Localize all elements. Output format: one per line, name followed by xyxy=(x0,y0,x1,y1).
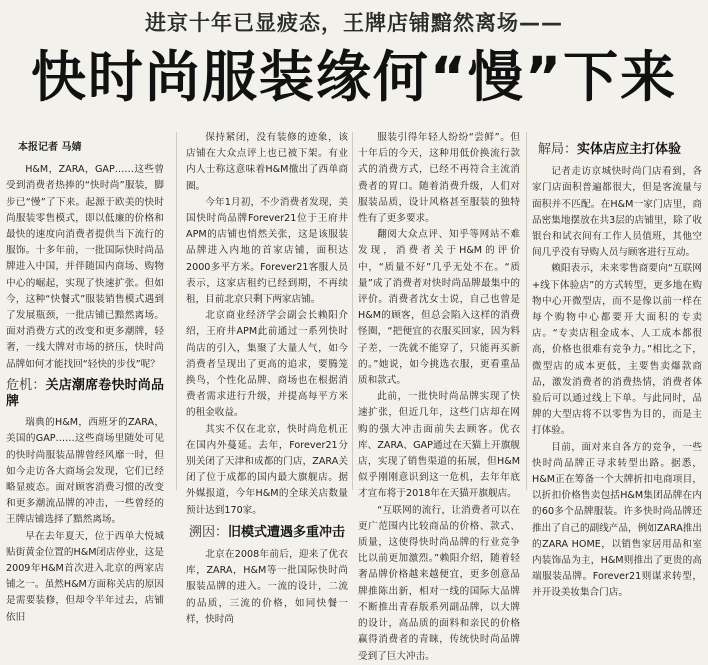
section-heading-solution xyxy=(538,142,702,158)
section-prefix: 解局： xyxy=(538,142,578,157)
column-divider xyxy=(526,132,527,490)
paragraph: 北京商业经济学会副会长赖阳介绍，王府井APM此前通过一系列快时尚店的引入，集聚了大量人气，如今消费者呈现出了更高的追求，要腾笼换鸟，个性化品牌、商场也在根据消费者需求进行升级，并提高每平方米的租金收益。 xyxy=(186,310,348,419)
column-divider xyxy=(352,132,353,490)
paragraph: 记者走访京城快时尚门店看到，各家门店面积普遍都很大，但是客流量与面积并不匹配。在H&M一家门店里，商品密集地摆放在共3层的店铺里，除了收银台和试衣间有工作人员值班，其他空间几乎没有导购人员与顾客进行互动。 xyxy=(532,166,702,259)
paragraph: 其实不仅在北京，快时尚危机正在国内外蔓延。去年，Forever21分别关闭了天津和成都的门店，ZARA关闭了位于成都的国内最大旗舰店。据外媒报道，今年H&M的全球关店数量预计达到170家。 xyxy=(186,423,348,516)
section-prefix: 危机： xyxy=(6,377,46,393)
section-heading-cause xyxy=(186,525,348,541)
section-title: 关店潮席卷快时尚品牌 xyxy=(6,377,164,410)
paragraph: 赖阳表示，未来零售商要向“互联网+线下体验店”的方式转型，更多地在购物中心开微型店，而不是像以前一样在每个购物中心都要开大面积的专卖店。“专卖店租金成本、人工成本都很高，价格也很难有竞争力。”相比之下，微型店的成本更低，主要售卖爆款商品，激发消费者的消费热情，消费者体验后可以通过线上下单。与此同时，品牌的大型店将不以零售为目的，而是主打体验。 xyxy=(532,263,702,437)
section-title: 实体店应主打体验 xyxy=(577,142,682,157)
section-heading-crisis xyxy=(6,378,164,410)
column-divider xyxy=(176,132,177,490)
paragraph: H&M，ZARA，GAP……这些曾受到消费者热捧的“快时尚”服装，脚步已“慢”了下来。起源于欧美的快时尚服装零售模式，即以低廉的价格和最快的速度向消费者提供当下流行的服饰。十多年前，一批国际快时尚品牌进入中国，并伴随国内商场、购物中心的崛起，实现了快速扩张。但如今，这种“快餐式”服装销售模式遇到了发展瓶颈，一批店铺已黯然离场。面对消费方式的改变和更多潮牌，轻奢，一线大牌对市场的挤压，快时尚品牌如何才能找回“轻快的步伐”呢？ xyxy=(6,164,164,370)
paragraph: 保持紧闭，没有装修的迹象，该店铺在大众点评上也已被下架。有业内人士称这意味着H&M撤出了西单商圈。 xyxy=(186,132,348,192)
column-1 xyxy=(6,130,164,623)
paragraph: 今年1月初，不少消费者发现，美国快时尚品牌Forever21位于王府井APM的店铺也悄然关张，这是该服装品牌进入内地的首家店铺，面积达2000多平方米。Forever21客服人员表示，这家店租约已经到期，不再续租，目前北京只剩下两家店铺。 xyxy=(186,196,348,306)
paragraph: 目前，面对来自各方的竞争，一些快时尚品牌正寻求转型出路。据悉，H&M正在筹备一个大牌折扣电商项目，以折扣价格售卖包括H&M集团品牌在内的60多个品牌服装。许多快时尚品牌还推出了自己的副线产品，例如ZARA推出的ZARA HOME，以销售家居用品和室内装饰品为主，H&M则推出了更贵的高端服装品牌。Forever21则谋求转型，并开设美妆集合门店。 xyxy=(532,441,702,599)
paragraph: 此前，一批快时尚品牌实现了快速扩张，但近几年，这些门店却在网购的强大冲击面前失去顾客。优衣库、ZARA、GAP通过在天猫上开旗舰店，实现了销售渠道的拓展，但H&M似乎刚刚意识到这一危机，去年年底才宣布将于2018年在天猫开旗舰店。 xyxy=(358,391,520,500)
column-4 xyxy=(532,130,702,599)
section-prefix: 溯因： xyxy=(188,524,228,540)
byline: 本报记者 马婧 xyxy=(18,142,82,153)
paragraph: 服装引得年轻人纷纷“尝鲜”。但十年后的今天，这种用低价换流行款式的消费方式，已经不再符合主流消费者的胃口。随着消费升级，人们对服装品质，设计风格甚至服装的独特性有了更多要求。 xyxy=(358,132,520,225)
section-title: 旧模式遭遇多重冲击 xyxy=(228,524,346,540)
article-subtitle: 进京十年已显疲态，王牌店铺黯然离场—— xyxy=(145,11,563,35)
paragraph: “互联网的流行，让消费者可以在更广范围内比较商品的价格、款式、质量，这使得快时尚品牌的行业竞争比以前更加激烈。”赖阳介绍，随着轻奢品牌价格越来越便宜，更多创意品牌推陈出新，相对一线的国际大品牌不断推出青春版系列副品牌，以大牌的设计，高品质的面料和亲民的价格赢得消费者的青睐，传统快时尚品牌受到了巨大冲击。 xyxy=(358,504,520,662)
column-2 xyxy=(186,130,348,625)
column-3 xyxy=(358,130,520,662)
paragraph: 翻阅大众点评、知乎等网站不难发现，消费者关于H&M的评价中，“质量不好”几乎无处不在。“质量”成了消费者对快时尚品牌最集中的评价。消费者沈女士说，自己也曾是H&M的顾客，但总会陷入这样的消费怪圈，“把便宜的衣服买回家，因为料子差，一洗就不能穿了，只能再买新的。”她说，如今挑选衣服，更看重品质和款式。 xyxy=(358,229,520,387)
article-headline: 快时尚服装缘何“慢”下来 xyxy=(30,45,678,109)
paragraph: 瑞典的H&M，西班牙的ZARA，美国的GAP……这些商场里随处可见的快时尚服装品牌曾经风靡一时，但如今走访各大商场会发现，它们已经略显疲态。面对顾客消费习惯的改变和更多潮流品牌的冲击，一些曾经的王牌店铺选择了黯然离场。 xyxy=(6,417,164,526)
paragraph: 北京在2008年前后，迎来了优衣库，ZARA，H&M等一批国际快时尚服装品牌的进入。一流的设计，二流的品质，三流的价格，如同快餐一样，快时尚 xyxy=(186,549,348,625)
paragraph: 早在去年夏天，位于西单大悦城贴街黄金位置的H&M闭店停业，这是2009年H&M首次进入北京的两家店铺之一。虽然H&M方面称关店的原因是需要装修，但却令半年过去，店铺依旧 xyxy=(6,530,164,623)
